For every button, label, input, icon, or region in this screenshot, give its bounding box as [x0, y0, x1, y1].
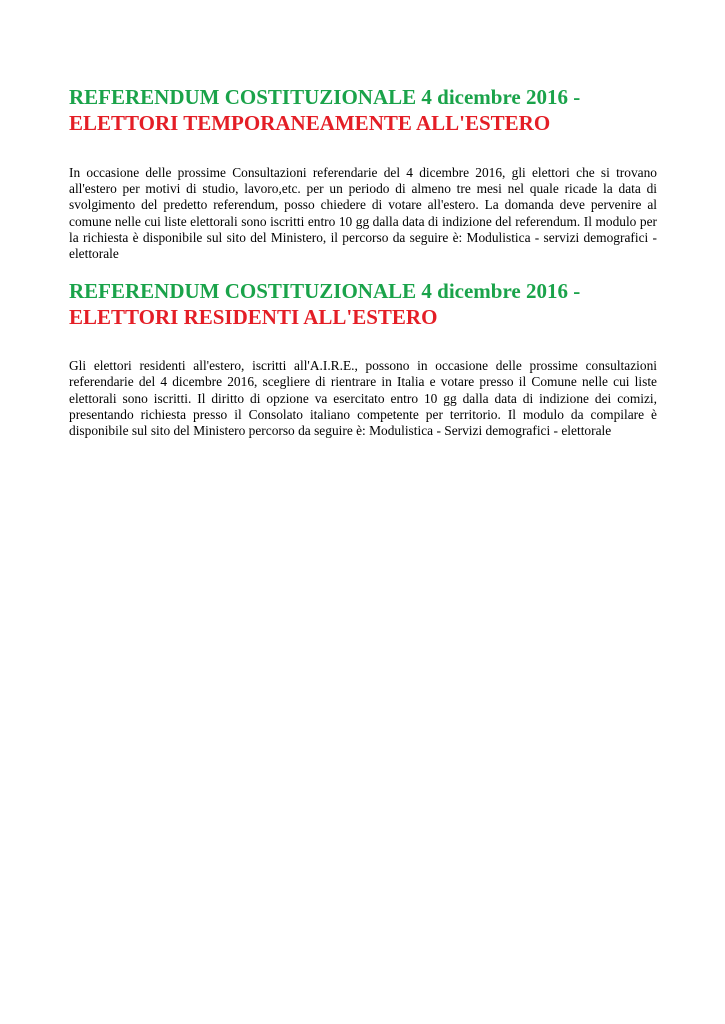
section-body-text: In occasione delle prossime Consultazioni referendarie del 4 dicembre 2016, gli elettori che si trovano all'estero per motivi di studio, lavoro,etc. per un periodo di almeno tre mesi nel quale ricade la data di svolgimento del predetto referendum, posso chiedere di votare all'estero. La domanda deve pervenire al comune nelle cui liste elettorali sono iscritti entro 10 gg dalla data di indizione del referendum. Il modulo per la richiesta è disponibile sul sito del Ministero, il percorso da seguire è: Modulistica - servizi demografici - elettorale	[69, 165, 657, 262]
section-temporary-abroad	[69, 84, 657, 262]
section-title	[69, 278, 657, 330]
document-page	[69, 84, 657, 439]
section-body-text: Gli elettori residenti all'estero, iscritti all'A.I.R.E., possono in occasione delle prossime consultazioni referendarie del 4 dicembre 2016, scegliere di rientrare in Italia e votare presso il Comune nelle cui liste elettorali sono iscritti. Il diritto di opzione va esercitato entro 10 gg dalla data di indizione dei comizi, presentando richiesta presso il Consolato italiano competente per territorio. Il modulo da compilare è disponibile sul sito del Ministero percorso da seguire è: Modulistica - Servizi demografici - elettorale	[69, 358, 657, 439]
title-line-red: ELETTORI RESIDENTI ALL'ESTERO	[69, 305, 438, 330]
title-line-green: REFERENDUM COSTITUZIONALE 4 dicembre 2016 -	[69, 279, 581, 304]
section-residents-abroad	[69, 278, 657, 439]
title-line-green: REFERENDUM COSTITUZIONALE 4 dicembre 2016 -	[69, 85, 581, 109]
section-title	[69, 84, 657, 136]
title-line-red: ELETTORI TEMPORANEAMENTE ALL'ESTERO	[69, 111, 551, 135]
